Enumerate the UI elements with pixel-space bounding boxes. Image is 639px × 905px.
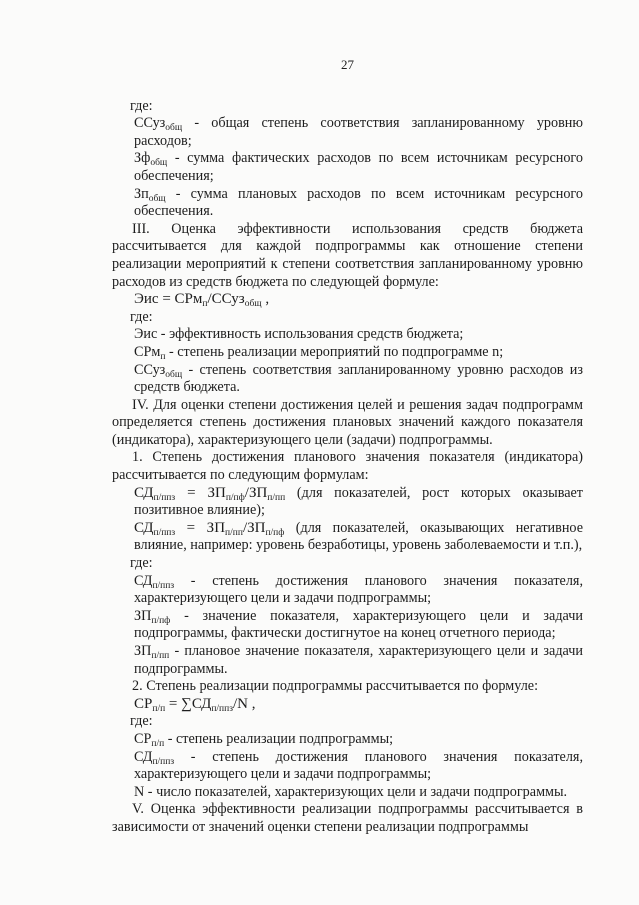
definition-sd: $СД_{п/ппз}$ - степень достижения планового значения показателя, характеризующего цели и задачи подпрограммы; (134, 572, 583, 607)
definition-zp-planned: $ЗП_{п/пп}$ - плановое значение показателя, характеризующего цели и задачи подпрограммы. (134, 643, 583, 677)
definition-sd-2: $СД_{п/ппз}$ - степень достижения планового значения показателя, характеризующего цели и задачи подпрограммы; (134, 748, 583, 783)
definition-srm: СРм$_п$ - степень реализации мероприятий по подпрограмме n; (134, 343, 504, 362)
where-label-3: где: (130, 555, 153, 572)
formula-sd-positive: $СД_{п/ппз} = ЗП_{п/пф}/ЗП_{п/пп}$ (для показателей, рост которых оказывает позитивное влияние); (134, 484, 583, 519)
formula-sd-negative: $СД_{п/ппз} = ЗП_{п/пп}/ЗП_{п/пф}$ (для показателей, оказывающих негативное влияние, например: уровень безработицы, уровень заболеваемости и т.п.), (134, 519, 583, 554)
definition-zf: $Зф_{общ}$ - сумма фактических расходов по всем источникам ресурсного обеспечения; (134, 150, 583, 184)
formula-sr: $СР_{п/п} = \sum СД_{п/ппз}/N$ , (134, 695, 256, 714)
definition-ssuz: ССуз$_{общ}$ - общая степень соответствия запланированному уровню расходов; (134, 115, 583, 149)
definition-zp: $Зп_{общ}$ - сумма плановых расходов по всем источникам ресурсного обеспечения. (134, 185, 583, 220)
section-iii-paragraph: III. Оценка эффективности использования средств бюджета рассчитывается для каждой подпрограммы как отношение степени реализации мероприятий к степени соответствия запланированному уровню расходов из средств бюджета по следующей формуле: (112, 220, 583, 290)
definition-n: N - число показателей, характеризующих цели и задачи подпрограммы. (134, 783, 568, 800)
where-label-2: где: (130, 308, 153, 325)
section-v-paragraph: V. Оценка эффективности реализации подпрограммы рассчитывается в зависимости от значений оценки степени реализации подпрограммы (112, 801, 583, 835)
page-number: 27 (341, 57, 354, 72)
item-1-paragraph: 1. Степень достижения планового значения показателя (индикатора) рассчитывается по следующим формулам: (112, 449, 583, 484)
definition-zp-actual: $ЗП_{п/пф}$ - значение показателя, характеризующего цели и задачи подпрограммы, фактически достигнутое на конец отчетного периода; (134, 607, 583, 642)
where-label-1: где: (130, 97, 153, 114)
definition-sr: $СР_{п/п}$ - степень реализации подпрограммы; (134, 730, 394, 749)
definition-eis: Эис - эффективность использования средств бюджета; (134, 326, 464, 343)
item-2-paragraph: 2. Степень реализации подпрограммы рассчитывается по формуле: (132, 678, 539, 695)
section-iv-paragraph: IV. Для оценки степени достижения целей и решения задач подпрограмм определяется степень достижения плановых значений каждого показателя (индикатора), характеризующего цели (задачи) подпрограммы. (112, 396, 583, 448)
definition-ssuz-budget: ССуз$_{общ}$ - степень соответствия запланированному уровню расходов из средств бюджета. (134, 361, 583, 396)
where-label-4: где: (130, 713, 153, 730)
formula-eis: Эис = СРм$_п$/ССуз$_{общ}$ , (134, 291, 270, 310)
